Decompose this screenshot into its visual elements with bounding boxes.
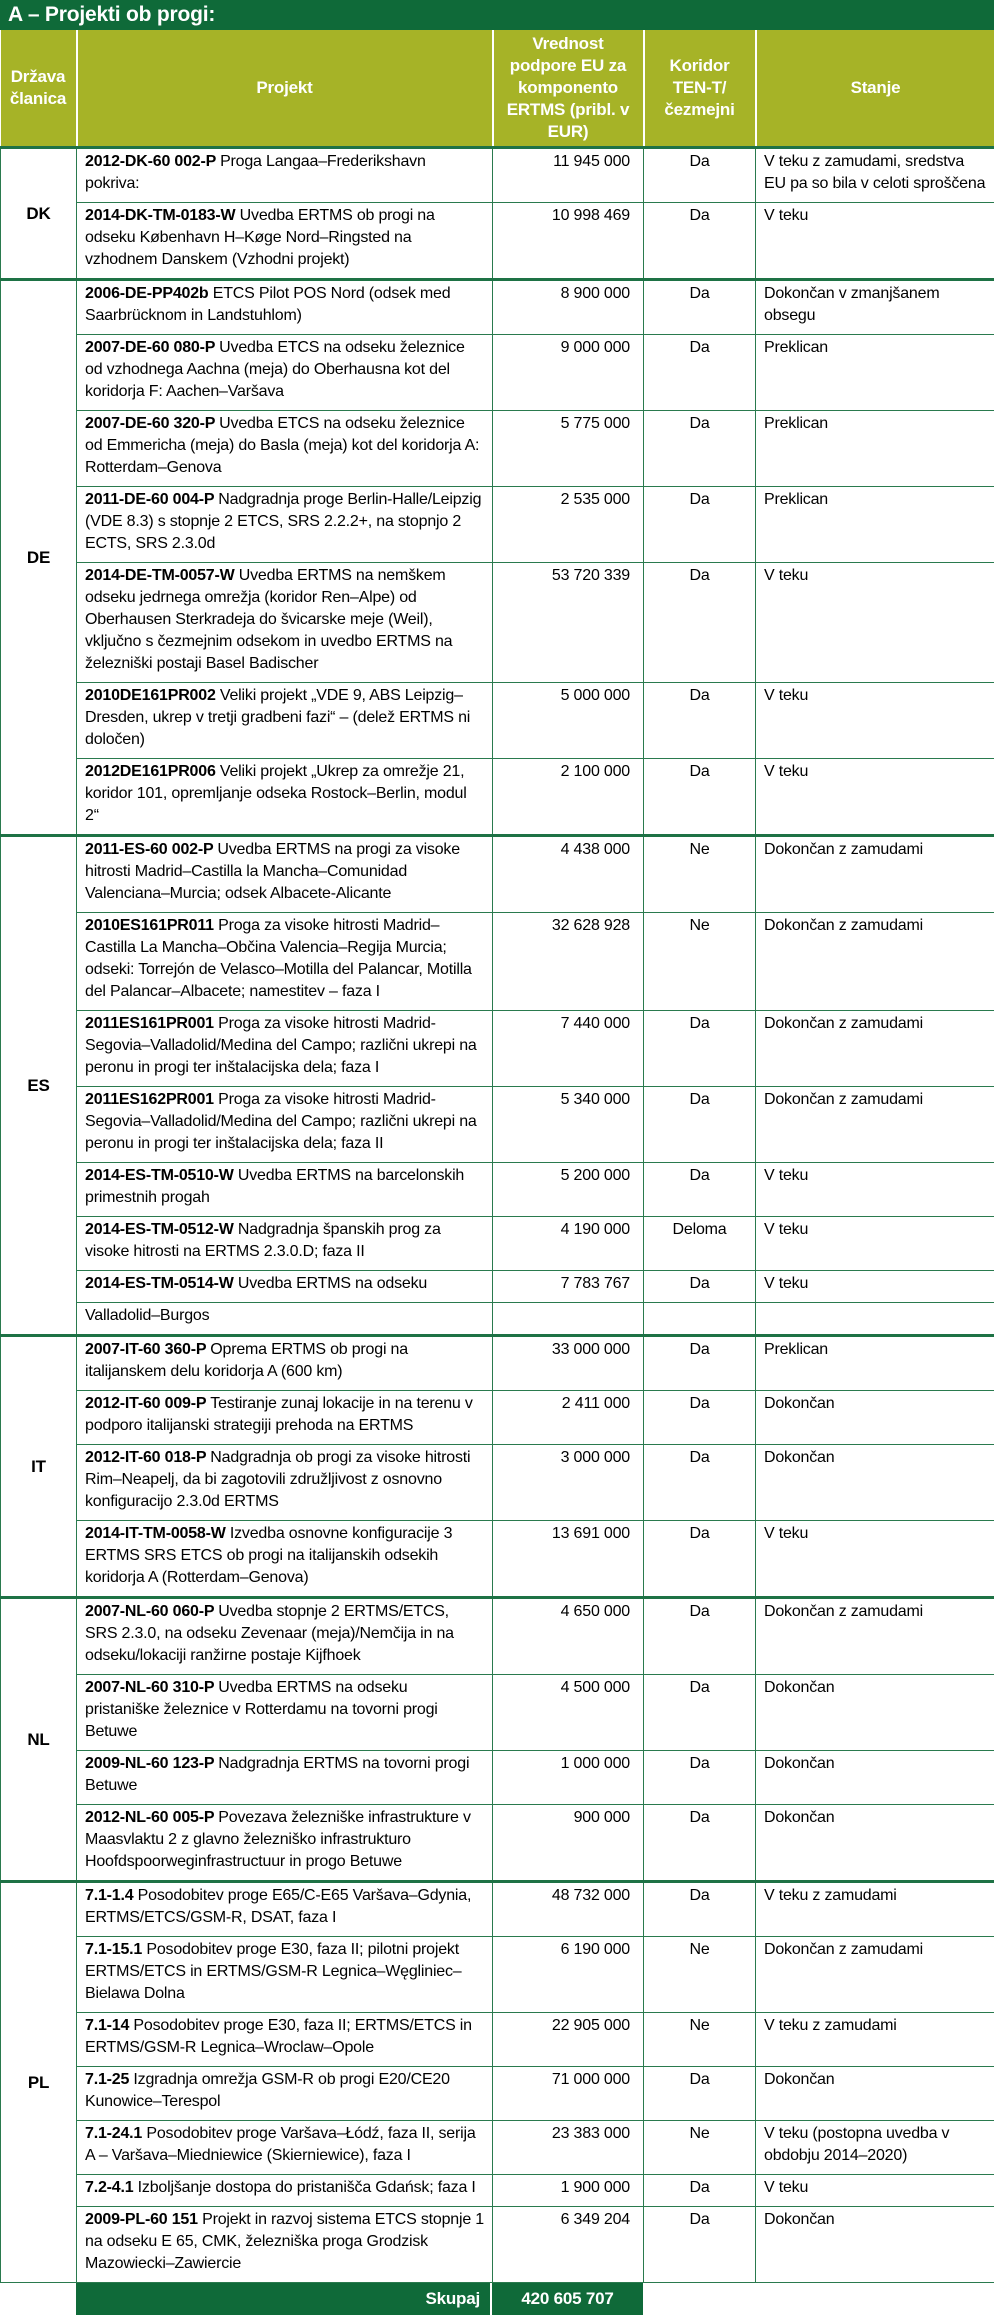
table-row [1, 1011, 994, 1087]
status-cell: Dokončan z zamudami [756, 1598, 994, 1675]
project-cell: 2007-DE-60 080-P Uvedba ETCS na odseku železnice od vzhodnega Aachna (meja) do Oberhausna kot del koridorja F: Aachen–Varšava [77, 335, 493, 411]
value-cell: 2 535 000 [493, 487, 644, 563]
project-cell: 2011ES162PR001 Proga za visoke hitrosti Madrid-Segovia–Valladolid/Medina del Campo; različni ukrepi na peronu in progi ter inštalacijska dela; faza II [77, 1087, 493, 1163]
country-cell: ES [1, 836, 77, 1336]
table-header [1, 30, 994, 148]
status-cell [756, 1303, 994, 1336]
value-cell: 9 000 000 [493, 335, 644, 411]
table-row [1, 1087, 994, 1163]
status-cell: Preklican [756, 487, 994, 563]
project-cell: 2010DE161PR002 Veliki projekt „VDE 9, ABS Leipzig–Dresden, ukrep v tretji gradbeni fazi“ – (delež ERTMS ni določen) [77, 683, 493, 759]
country-cell: PL [1, 1882, 77, 2283]
value-cell: 2 100 000 [493, 759, 644, 836]
table-row [1, 2175, 994, 2207]
value-cell: 11 945 000 [493, 148, 644, 203]
corridor-cell: Da [644, 1163, 756, 1217]
value-cell: 4 438 000 [493, 836, 644, 913]
project-cell: 2012-IT-60 018-P Nadgradnja ob progi za visoke hitrosti Rim–Neapelj, da bi zagotovili združljivost z osnovno konfiguracijo 2.3.0d ERTMS [77, 1445, 493, 1521]
status-cell: Dokončan [756, 1751, 994, 1805]
status-cell: V teku z zamudami, sredstva EU pa so bila v celoti sproščena [756, 148, 994, 203]
project-cell: 2012-DK-60 002-P Proga Langaa–Frederikshavn pokriva: [77, 148, 493, 203]
corridor-cell: Da [644, 487, 756, 563]
status-cell: Dokončan [756, 2067, 994, 2121]
corridor-cell: Da [644, 2067, 756, 2121]
value-cell: 1 000 000 [493, 1751, 644, 1805]
corridor-cell: Ne [644, 836, 756, 913]
table-row [1, 1598, 994, 1675]
status-cell: Dokončan z zamudami [756, 913, 994, 1011]
corridor-cell: Da [644, 1445, 756, 1521]
table-row [1, 1805, 994, 1882]
status-cell: V teku z zamudami [756, 2013, 994, 2067]
value-cell: 23 383 000 [493, 2121, 644, 2175]
table-row [1, 1271, 994, 1303]
column-header-corridor: Koridor TEN-T/čezmejni [644, 30, 756, 148]
status-cell: Dokončan [756, 2207, 994, 2283]
value-cell: 7 783 767 [493, 1271, 644, 1303]
project-cell: 2007-NL-60 060-P Uvedba stopnje 2 ERTMS/ETCS, SRS 2.3.0, na odseku Zevenaar (meja)/Nemčija in na odseku/lokaciji ranžirne postaje Kijfhoek [77, 1598, 493, 1675]
status-cell: Dokončan z zamudami [756, 1087, 994, 1163]
project-cell: 2007-DE-60 320-P Uvedba ETCS na odseku železnice od Emmericha (meja) do Basla (meja) kot del koridorja A: Rotterdam–Genova [77, 411, 493, 487]
project-cell: 2011ES161PR001 Proga za visoke hitrosti Madrid-Segovia–Valladolid/Medina del Campo; različni ukrepi na peronu in progi ter inštalacijska dela; faza I [77, 1011, 493, 1087]
table-row [1, 335, 994, 411]
value-cell: 4 650 000 [493, 1598, 644, 1675]
column-header-value: Vrednost podpore EU za komponento ERTMS (pribl. v EUR) [493, 30, 644, 148]
corridor-cell: Da [644, 148, 756, 203]
value-cell: 71 000 000 [493, 2067, 644, 2121]
status-cell: Dokončan z zamudami [756, 1937, 994, 2013]
value-cell [493, 1303, 644, 1336]
corridor-cell: Da [644, 1087, 756, 1163]
value-cell: 5 200 000 [493, 1163, 644, 1217]
status-cell: V teku [756, 1217, 994, 1271]
value-cell: 53 720 339 [493, 563, 644, 683]
corridor-cell: Ne [644, 2121, 756, 2175]
status-cell: Dokončan [756, 1805, 994, 1882]
value-cell: 900 000 [493, 1805, 644, 1882]
corridor-cell [644, 1303, 756, 1336]
table-row [1, 2013, 994, 2067]
corridor-cell: Ne [644, 2013, 756, 2067]
project-cell: 2012-NL-60 005-P Povezava železniške infrastrukture v Maasvlaktu 2 z glavno železniško infrastrukturo Hoofdspoorweginfrastructuur in progo Betuwe [77, 1805, 493, 1882]
status-cell: V teku (postopna uvedba v obdobju 2014–2020) [756, 2121, 994, 2175]
corridor-cell: Da [644, 2175, 756, 2207]
project-cell: 7.2-4.1 Izboljšanje dostopa do pristanišča Gdańsk; faza I [77, 2175, 493, 2207]
table-row [1, 1521, 994, 1598]
corridor-cell: Ne [644, 1937, 756, 2013]
table-row [1, 913, 994, 1011]
corridor-cell: Da [644, 1598, 756, 1675]
value-cell: 48 732 000 [493, 1882, 644, 1937]
value-cell: 2 411 000 [493, 1391, 644, 1445]
corridor-cell: Da [644, 1391, 756, 1445]
project-cell: 2012-IT-60 009-P Testiranje zunaj lokacije in na terenu v podporo italijanski strategiji prehoda na ERTMS [77, 1391, 493, 1445]
corridor-cell: Da [644, 335, 756, 411]
project-cell: 2009-PL-60 151 Projekt in razvoj sistema ETCS stopnje 1 na odseku E 65, CMK, železniška proga Grodzisk Mazowiecki–Zawiercie [77, 2207, 493, 2283]
status-cell: Dokončan [756, 1445, 994, 1521]
value-cell: 1 900 000 [493, 2175, 644, 2207]
corridor-cell: Da [644, 1011, 756, 1087]
project-cell: 2011-DE-60 004-P Nadgradnja proge Berlin-Halle/Leipzig (VDE 8.3) s stopnje 2 ETCS, SRS 2.2.2+, na stopnjo 2 ECTS, SRS 2.3.0d [77, 487, 493, 563]
value-cell: 4 190 000 [493, 1217, 644, 1271]
value-cell: 8 900 000 [493, 280, 644, 335]
corridor-cell: Da [644, 759, 756, 836]
value-cell: 5 775 000 [493, 411, 644, 487]
status-cell: V teku [756, 759, 994, 836]
status-cell: Dokončan [756, 1675, 994, 1751]
table-row [1, 2121, 994, 2175]
project-cell: 7.1-24.1 Posodobitev proge Varšava–Łódź, faza II, serija A – Varšava–Miedniewice (Skierniewice), faza I [77, 2121, 493, 2175]
corridor-cell: Ne [644, 913, 756, 1011]
country-cell: NL [1, 1598, 77, 1882]
status-cell: V teku [756, 1521, 994, 1598]
project-cell: 2010ES161PR011 Proga za visoke hitrosti Madrid–Castilla La Mancha–Občina Valencia–Regija Murcia; odseki: Torrejón de Velasco–Motilla del Palancar, Motilla del Palancar–Albacete; namestitev – faza I [77, 913, 493, 1011]
value-cell: 3 000 000 [493, 1445, 644, 1521]
table-row [1, 1336, 994, 1391]
table-row [1, 487, 994, 563]
project-cell: 2014-ES-TM-0510-W Uvedba ERTMS na barcelonskih primestnih progah [77, 1163, 493, 1217]
country-cell: DE [1, 280, 77, 836]
corridor-cell: Da [644, 1336, 756, 1391]
corridor-cell: Da [644, 563, 756, 683]
corridor-cell: Da [644, 203, 756, 280]
corridor-cell: Da [644, 411, 756, 487]
table-row [1, 203, 994, 280]
table-row [1, 1217, 994, 1271]
status-cell: V teku [756, 2175, 994, 2207]
project-cell: 7.1-25 Izgradnja omrežja GSM-R ob progi E20/CE20 Kunowice–Terespol [77, 2067, 493, 2121]
corridor-cell: Da [644, 280, 756, 335]
value-cell: 6 349 204 [493, 2207, 644, 2283]
table-row [1, 1303, 994, 1336]
value-cell: 6 190 000 [493, 1937, 644, 2013]
value-cell: 5 340 000 [493, 1087, 644, 1163]
status-cell: Preklican [756, 411, 994, 487]
corridor-cell: Da [644, 2207, 756, 2283]
project-cell: Valladolid–Burgos [77, 1303, 493, 1336]
table-row [1, 411, 994, 487]
table-row [1, 1445, 994, 1521]
value-cell: 4 500 000 [493, 1675, 644, 1751]
table-row [1, 1882, 994, 1937]
project-cell: 2014-ES-TM-0514-W Uvedba ERTMS na odseku [77, 1271, 493, 1303]
project-cell: 2006-DE-PP402b ETCS Pilot POS Nord (odsek med Saarbrücknom in Landstuhlom) [77, 280, 493, 335]
corridor-cell: Da [644, 1675, 756, 1751]
value-cell: 7 440 000 [493, 1011, 644, 1087]
table-row [1, 563, 994, 683]
column-header-country: Država članica [1, 30, 77, 148]
project-cell: 2007-IT-60 360-P Oprema ERTMS ob progi na italijanskem delu koridorja A (600 km) [77, 1336, 493, 1391]
table-row [1, 1391, 994, 1445]
corridor-cell: Da [644, 1882, 756, 1937]
column-header-status: Stanje [756, 30, 994, 148]
project-cell: 7.1-14 Posodobitev proge E30, faza II; ERTMS/ETCS in ERTMS/GSM-R Legnica–Wroclaw–Opole [77, 2013, 493, 2067]
project-cell: 7.1-15.1 Posodobitev proge E30, faza II; pilotni projekt ERTMS/ETCS in ERTMS/GSM-R Legnica–Węgliniec–Bielawa Dolna [77, 1937, 493, 2013]
table-row [1, 1937, 994, 2013]
project-cell: 2012DE161PR006 Veliki projekt „Ukrep za omrežje 21, koridor 101, opremljanje odseka Rostock–Berlin, modul 2“ [77, 759, 493, 836]
project-cell: 2014-DK-TM-0183-W Uvedba ERTMS ob progi na odseku København H–Køge Nord–Ringsted na vzhodnem Danskem (Vzhodni projekt) [77, 203, 493, 280]
status-cell: V teku z zamudami [756, 1882, 994, 1937]
project-cell: 2014-DE-TM-0057-W Uvedba ERTMS na nemškem odseku jedrnega omrežja (koridor Ren–Alpe) od Oberhausen Sterkradeja do švicarske meje (Weil), vključno s čezmejnim odsekom in uvedbo ERTMS na železniški postaji Basel Badischer [77, 563, 493, 683]
table-row [1, 1751, 994, 1805]
status-cell: V teku [756, 203, 994, 280]
status-cell: Preklican [756, 335, 994, 411]
value-cell: 13 691 000 [493, 1521, 644, 1598]
total-label: Skupaj [76, 2283, 492, 2315]
project-cell: 2014-ES-TM-0512-W Nadgradnja španskih prog za visoke hitrosti na ERTMS 2.3.0.D; faza II [77, 1217, 493, 1271]
table-row [1, 1675, 994, 1751]
table-row [1, 2207, 994, 2283]
table-row [1, 836, 994, 913]
value-cell: 22 905 000 [493, 2013, 644, 2067]
project-cell: 2007-NL-60 310-P Uvedba ERTMS na odseku pristaniške železnice v Rotterdamu na tovorni progi Betuwe [77, 1675, 493, 1751]
status-cell: V teku [756, 683, 994, 759]
table-row [1, 2067, 994, 2121]
country-cell: IT [1, 1336, 77, 1598]
country-cell: DK [1, 148, 77, 280]
corridor-cell: Da [644, 1751, 756, 1805]
value-cell: 10 998 469 [493, 203, 644, 280]
project-cell: 2014-IT-TM-0058-W Izvedba osnovne konfiguracije 3 ERTMS SRS ETCS ob progi na italijanskih odsekih koridorja A (Rotterdam–Genova) [77, 1521, 493, 1598]
value-cell: 32 628 928 [493, 913, 644, 1011]
total-value: 420 605 707 [492, 2283, 643, 2315]
total-row [76, 2283, 643, 2315]
column-header-project: Projekt [77, 30, 493, 148]
corridor-cell: Da [644, 683, 756, 759]
status-cell: Dokončan z zamudami [756, 836, 994, 913]
project-cell: 2009-NL-60 123-P Nadgradnja ERTMS na tovorni progi Betuwe [77, 1751, 493, 1805]
status-cell: V teku [756, 1271, 994, 1303]
value-cell: 5 000 000 [493, 683, 644, 759]
status-cell: Preklican [756, 1336, 994, 1391]
corridor-cell: Da [644, 1521, 756, 1598]
status-cell: V teku [756, 1163, 994, 1217]
project-cell: 7.1-1.4 Posodobitev proge E65/C-E65 Varšava–Gdynia, ERTMS/ETCS/GSM-R, DSAT, faza I [77, 1882, 493, 1937]
table-row [1, 280, 994, 335]
status-cell: Dokončan [756, 1391, 994, 1445]
corridor-cell: Da [644, 1271, 756, 1303]
value-cell: 33 000 000 [493, 1336, 644, 1391]
project-cell: 2011-ES-60 002-P Uvedba ERTMS na progi za visoke hitrosti Madrid–Castilla la Mancha–Comunidad Valenciana–Murcia; odsek Albacete-Alicante [77, 836, 493, 913]
projects-table [0, 30, 994, 2283]
table-row [1, 683, 994, 759]
table-body [1, 148, 994, 2283]
status-cell: Dokončan v zmanjšanem obsegu [756, 280, 994, 335]
section-title: A – Projekti ob progi: [0, 0, 994, 30]
table-row [1, 759, 994, 836]
corridor-cell: Da [644, 1805, 756, 1882]
status-cell: Dokončan z zamudami [756, 1011, 994, 1087]
corridor-cell: Deloma [644, 1217, 756, 1271]
table-row [1, 148, 994, 203]
status-cell: V teku [756, 563, 994, 683]
table-row [1, 1163, 994, 1217]
